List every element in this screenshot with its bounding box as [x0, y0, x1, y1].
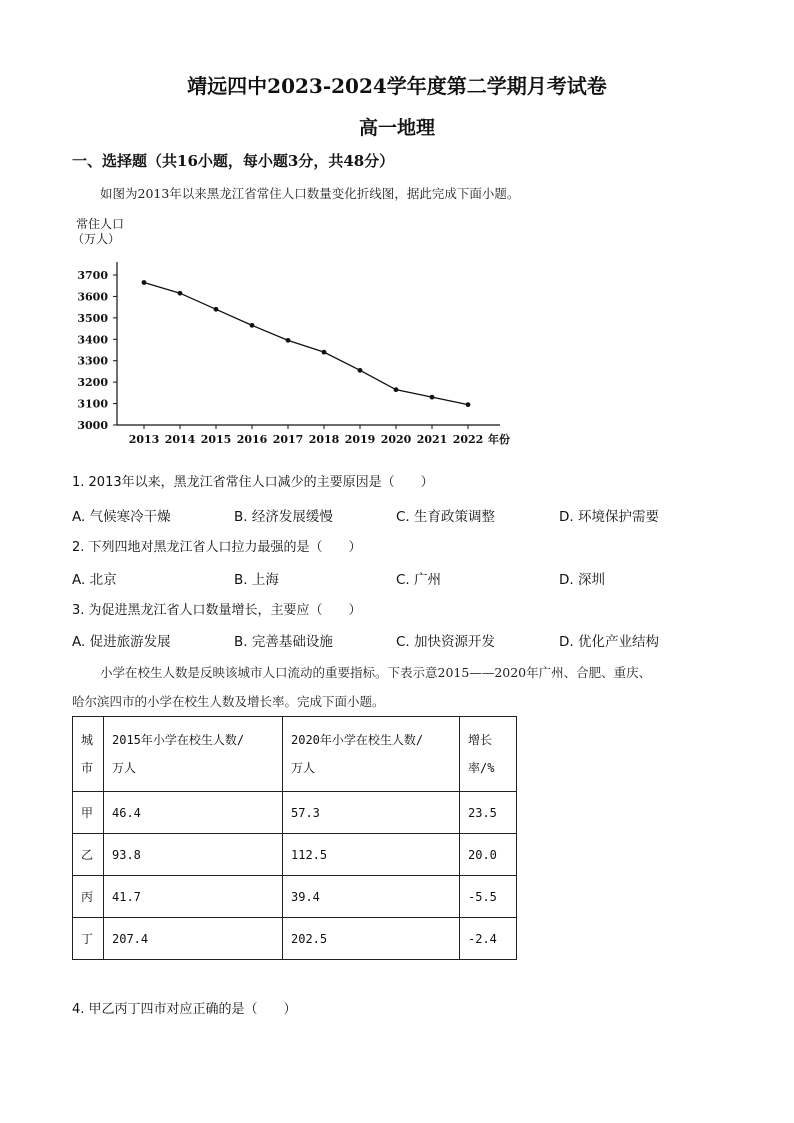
- question-3-option-a[interactable]: A. 促进旅游发展: [72, 634, 171, 650]
- table-row: [73, 876, 517, 918]
- table-cell: 23.5: [460, 792, 517, 834]
- data-point: [286, 338, 291, 343]
- data-point: [394, 387, 399, 392]
- exam-title: 靖远四中2023-2024学年度第二学期月考试卷: [187, 74, 607, 98]
- question-2-option-b[interactable]: B. 上海: [234, 572, 279, 588]
- question-2-stem: 2. 下列四地对黑龙江省人口拉力最强的是（ ）: [72, 540, 362, 555]
- table-row: [73, 834, 517, 876]
- header-2020-line-1: 2020年小学在校生人数/: [291, 733, 424, 747]
- y-tick-label: 3200: [77, 376, 108, 390]
- question-3-option-c[interactable]: C. 加快资源开发: [396, 634, 496, 650]
- table-cell: 93.8: [104, 834, 283, 876]
- question-2-option-c[interactable]: C. 广州: [396, 572, 442, 588]
- question-1-option-b[interactable]: B. 经济发展缓慢: [234, 509, 333, 525]
- table-cell: -2.4: [460, 918, 517, 960]
- y-tick-label: 3000: [77, 419, 108, 432]
- data-point: [142, 280, 147, 285]
- question-1-option-a[interactable]: A. 气候寒冷干燥: [72, 509, 171, 525]
- y-axis-label: 常住人口: [76, 217, 125, 231]
- exam-subject: 高一地理: [358, 117, 435, 139]
- header-2020-line-2: 万人: [291, 761, 316, 775]
- section-heading: 一、选择题（共16小题，每小题3分，共48分）: [72, 152, 395, 170]
- y-tick-label: 3400: [77, 333, 108, 347]
- x-axis-label: 年份: [488, 433, 510, 446]
- header-growth-line-2: 率/%: [468, 761, 495, 775]
- header-growth: [460, 717, 517, 792]
- x-tick-label: 2015: [200, 433, 232, 446]
- data-point: [214, 307, 219, 312]
- data-point: [178, 291, 183, 296]
- header-growth-line-1: 增长: [468, 733, 493, 747]
- table-cell: 57.3: [283, 792, 460, 834]
- header-city: [73, 717, 104, 792]
- table-cell: 41.7: [104, 876, 283, 918]
- header-city-line-2: 市: [81, 761, 94, 775]
- x-tick-label: 2021: [416, 433, 448, 446]
- data-point: [358, 368, 363, 373]
- y-tick-label: 3300: [77, 354, 108, 368]
- table-cell: 39.4: [283, 876, 460, 918]
- table-cell: 丁: [73, 918, 104, 960]
- x-tick-label: 2018: [308, 433, 340, 446]
- x-tick-label: 2019: [344, 433, 376, 446]
- question-1-option-c[interactable]: C. 生育政策调整: [396, 509, 496, 525]
- y-tick-label: 3100: [77, 397, 108, 411]
- table-cell: 46.4: [104, 792, 283, 834]
- y-axis-unit-label: （万人）: [72, 232, 121, 246]
- table-intro-line-1: 小学在校生人数是反映该城市人口流动的重要指标。下表示意2015——2020年广州、合肥、重庆、: [100, 665, 652, 680]
- data-point: [466, 402, 471, 407]
- table-cell: 20.0: [460, 834, 517, 876]
- question-3-option-d[interactable]: D. 优化产业结构: [559, 634, 659, 650]
- population-line-chart: [60, 212, 530, 452]
- table-cell: 甲: [73, 792, 104, 834]
- data-point: [430, 395, 435, 400]
- question-1-stem: 1. 2013年以来，黑龙江省常住人口减少的主要原因是（ ）: [72, 475, 434, 490]
- table-cell: 112.5: [283, 834, 460, 876]
- question-3-option-b[interactable]: B. 完善基础设施: [234, 634, 333, 650]
- table-cell: 乙: [73, 834, 104, 876]
- question-1-option-d[interactable]: D. 环境保护需要: [559, 509, 659, 525]
- x-tick-label: 2017: [272, 433, 304, 446]
- table-cell: -5.5: [460, 876, 517, 918]
- header-city-line-1: 城: [81, 733, 94, 747]
- question-3-stem: 3. 为促进黑龙江省人口数量增长，主要应（ ）: [72, 603, 362, 618]
- x-tick-label: 2022: [452, 433, 484, 446]
- x-tick-label: 2020: [380, 433, 412, 446]
- table-cell: 丙: [73, 876, 104, 918]
- table-row: [73, 792, 517, 834]
- data-point: [250, 323, 255, 328]
- table-intro-line-2: 哈尔滨四市的小学在校生人数及增长率。完成下面小题。: [72, 694, 385, 709]
- x-tick-label: 2013: [128, 433, 160, 446]
- table-cell: 202.5: [283, 918, 460, 960]
- table-header-row: [73, 717, 517, 792]
- x-tick-label: 2014: [164, 433, 196, 446]
- header-2015: [104, 717, 283, 792]
- population-series-line: [144, 283, 468, 405]
- y-tick-label: 3600: [77, 290, 108, 304]
- x-tick-label: 2016: [236, 433, 268, 446]
- y-tick-label: 3700: [77, 269, 108, 282]
- chart-intro: 如图为2013年以来黑龙江省常住人口数量变化折线图，据此完成下面小题。: [100, 186, 520, 201]
- table-cell: 207.4: [104, 918, 283, 960]
- header-2020: [283, 717, 460, 792]
- question-2-option-a[interactable]: A. 北京: [72, 572, 117, 588]
- question-4-stem: 4. 甲乙丙丁四市对应正确的是（ ）: [72, 1002, 297, 1017]
- header-2015-line-1: 2015年小学在校生人数/: [112, 733, 245, 747]
- enrollment-table: [72, 716, 517, 960]
- data-point: [322, 350, 327, 355]
- y-tick-label: 3500: [77, 311, 108, 325]
- table-row: [73, 918, 517, 960]
- question-2-option-d[interactable]: D. 深圳: [559, 572, 605, 588]
- header-2015-line-2: 万人: [112, 761, 137, 775]
